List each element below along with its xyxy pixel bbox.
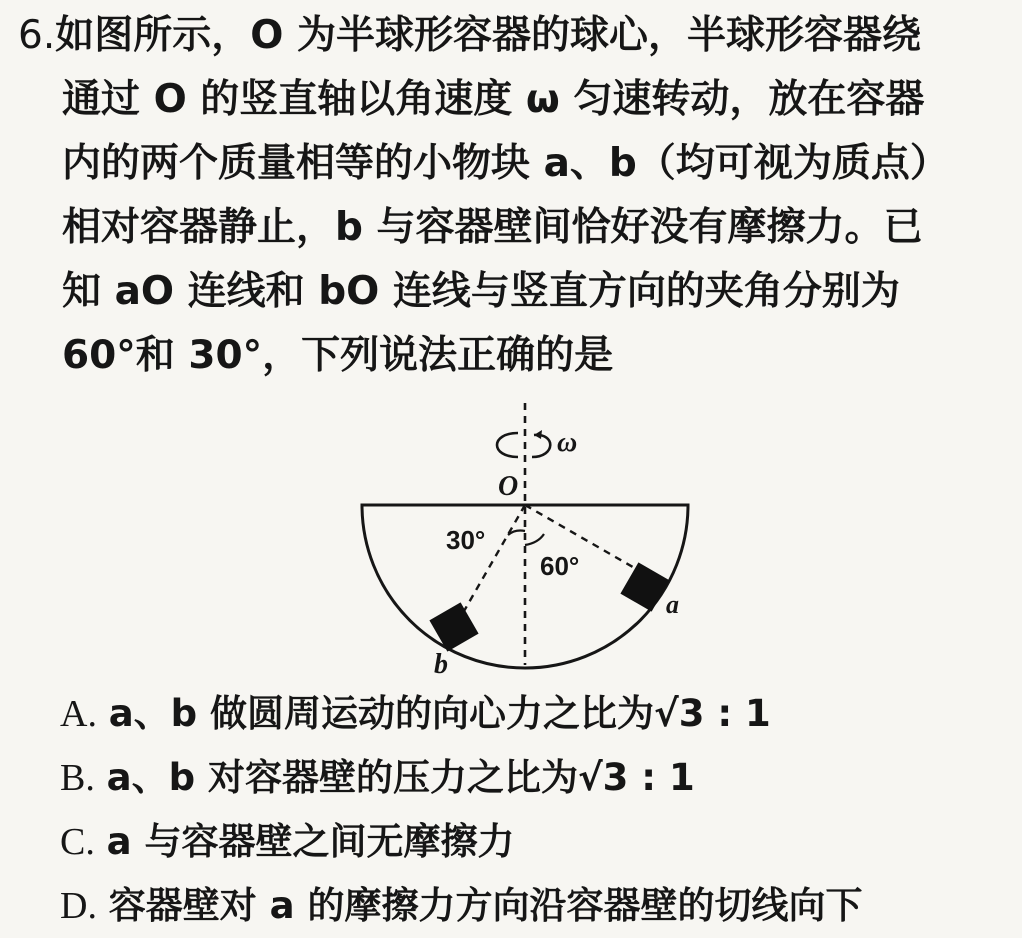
option-b [60,746,1020,810]
hemisphere-figure [350,395,700,685]
angle-arc-a [525,534,544,545]
rotation-arrow [497,433,550,457]
option-b-text: a、b 对容器壁的压力之比为√3 : 1 [106,756,695,799]
question-line-5: 知 aO 连线和 bO 连线与竖直方向的夹角分别为 [62,269,900,314]
question-line-2: 通过 O 的竖直轴以角速度 ω 匀速转动，放在容器 [62,77,925,122]
option-b-letter: B. [60,757,95,799]
option-d-text: 容器壁对 a 的摩擦力方向沿容器壁的切线向下 [108,884,863,927]
block-a [620,562,669,611]
option-d [60,874,1020,938]
angle-b-label: 30° [446,525,486,555]
center-label-o: O [498,471,519,502]
question-line-3: 内的两个质量相等的小物块 a、b（均可视为质点） [62,141,949,186]
block-b [429,602,478,651]
option-c-letter: C. [60,821,95,863]
option-a-text: a、b 做圆周运动的向心力之比为√3 : 1 [108,692,771,735]
question-line-6: 60°和 30°，下列说法正确的是 [62,333,614,378]
question-line-4: 相对容器静止，b 与容器壁间恰好没有摩擦力。已 [62,205,923,250]
option-c [60,810,1020,874]
question-number: 6. [18,13,56,58]
rotation-arrowhead [534,430,542,439]
block-b-label: b [434,649,448,680]
option-a [60,682,1020,746]
option-d-letter: D. [60,885,97,927]
question-line-1: 6.如图所示，O 为半球形容器的球心，半球形容器绕 [18,13,921,58]
omega-label: ω [557,427,578,458]
option-c-text: a 与容器壁之间无摩擦力 [106,820,515,863]
options-list [60,682,1020,938]
option-a-letter: A. [60,693,97,735]
question-stem [18,4,1018,388]
block-a-label: a [666,590,679,619]
angle-a-label: 60° [540,551,580,581]
line-ob [460,505,525,618]
